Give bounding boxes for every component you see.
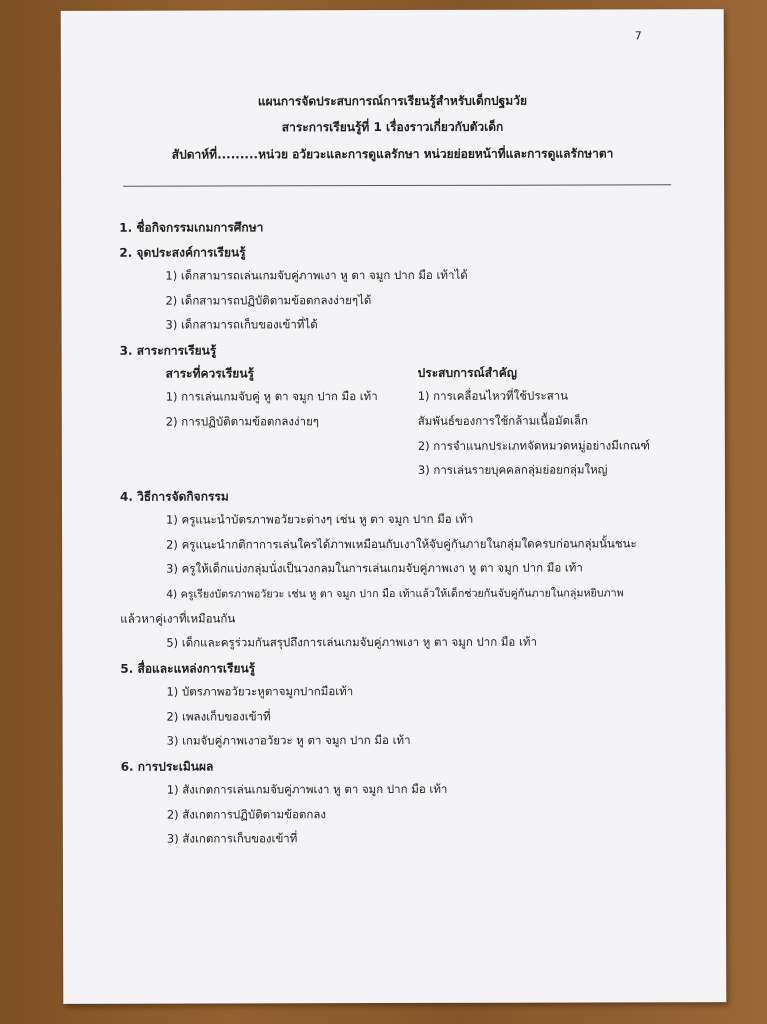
section-activity-steps: 4. วิธีการจัดกิจกรรม [119,489,229,504]
header-subject: สาระการเรียนรู้ที่ 1 เรื่องราวเกี่ยวกับตัวเด็ก [281,119,504,135]
header-divider [123,184,671,186]
list-item: 1) การเล่นเกมจับคู่ หู ตา จมูก ปาก มือ เท้า [165,389,378,404]
list-item: 1) บัตรภาพอวัยวะหูตาจมูกปากมือเท้า [166,684,354,699]
list-item: สัมพันธ์ของการใช้กล้ามเนื้อมัดเล็ก [417,413,588,428]
list-item: 2) เด็กสามารถปฏิบัติตามข้อตกลงง่ายๆได้ [165,293,372,308]
list-item: 4) ครูเรียงบัตรภาพอวัยวะ เช่น หู ตา จมูก ปาก มือ เท้าแล้วให้เด็กช่วยกันจับคู่กันภายในกลุ่มหยิบภาพ [166,586,624,601]
list-item: 2) การจำแนกประเภทจัดหมวดหมู่อย่างมีเกณฑ์ [417,438,650,453]
section-activity-name: 1. ชื่อกิจกรรมเกมการศึกษา [119,220,264,235]
list-item: 1) ครูแนะนำบัตรภาพอวัยวะต่างๆ เช่น หู ตา จมูก ปาก มือ เท้า [166,511,474,527]
list-item: 5) เด็กและครูร่วมกันสรุปถึงการเล่นเกมจับคู่ภาพเงา หู ตา จมูก ปาก มือ เท้า [166,634,537,650]
section-learning-content: 3. สาระการเรียนรู้ [119,343,217,358]
section-materials: 5. สื่อและแหล่งการเรียนรู้ [120,661,256,676]
content-right-heading: ประสบการณ์สำคัญ [417,365,518,380]
list-item: 3) เกมจับคู่ภาพเงาอวัยวะ หู ตา จมูก ปาก มือ เท้า [166,732,411,748]
list-item: 2) ครูแนะนำกติกาการเล่นใครได้ภาพเหมือนกับเงาให้จับคู่กันภายในกลุ่มใดครบก่อนกลุ่มนั้นชนะ [166,536,637,552]
list-item: 2) เพลงเก็บของเข้าที่ [166,709,271,724]
section-objectives: 2. จุดประสงค์การเรียนรู้ [119,245,246,260]
list-item-continuation: แล้วหาคู่เงาที่เหมือนกัน [120,611,236,626]
list-item: 2) การปฏิบัติตามข้อตกลงง่ายๆ [165,414,319,429]
list-item: 3) การเล่นรายบุคคลกลุ่มย่อยกลุ่มใหญ่ [417,462,608,477]
list-item: 3) สังเกตการเก็บของเข้าที่ [166,831,298,846]
header-week-unit: สัปดาห์ที่.........หน่วย อวัยวะและการดูแลรักษา หน่วยย่อยหน้าที่และการดูแลรักษาตา [171,146,614,162]
section-evaluation: 6. การประเมินผล [120,759,214,774]
document-page [61,9,727,1004]
list-item: 1) สังเกตการเล่นเกมจับคู่ภาพเงา หู ตา จมูก ปาก มือ เท้า [166,781,448,797]
list-item: 1) การเคลื่อนไหวที่ใช้ประสาน [417,388,569,403]
list-item: 3) เด็กสามารถเก็บของเข้าที่ได้ [165,317,318,332]
content-left-heading: สาระที่ควรเรียนรู้ [165,366,254,381]
list-item: 2) สังเกตการปฏิบัติตามข้อตกลง [166,807,327,822]
list-item: 1) เด็กสามารถเล่นเกมจับคู่ภาพเงา หู ตา จมูก ปาก มือ เท้าได้ [165,267,468,283]
page-number: 7 [634,29,642,43]
header-plan-title: แผนการจัดประสบการณ์การเรียนรู้สำหรับเด็กปฐมวัย [257,93,527,109]
list-item: 3) ครูให้เด็กแบ่งกลุ่มนั่งเป็นวงกลมในการเล่นเกมจับคู่ภาพเงา หู ตา จมูก ปาก มือ เท้า [166,560,583,576]
